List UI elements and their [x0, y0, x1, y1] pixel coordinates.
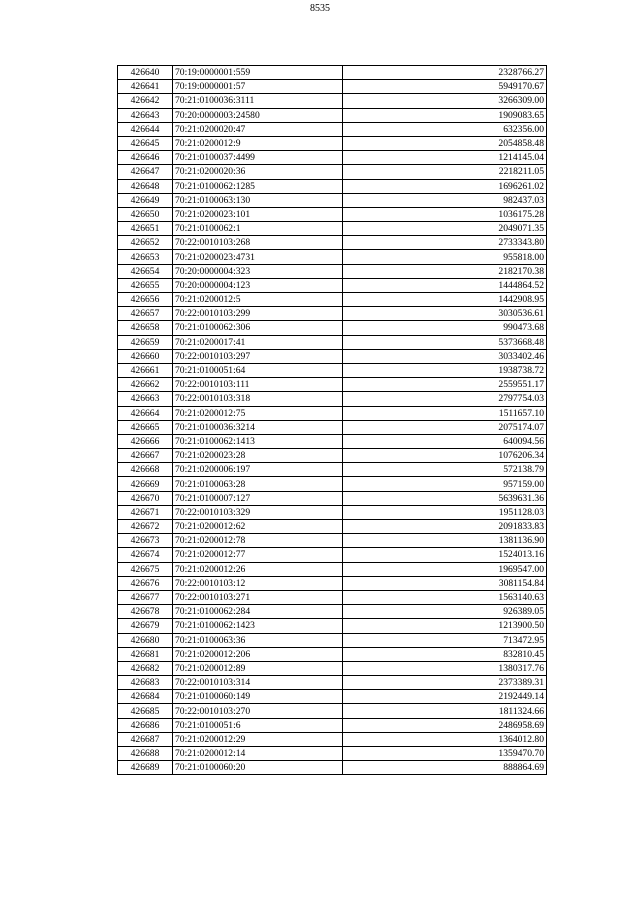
- table-row: [118, 605, 547, 619]
- row-id-cell: 426642: [118, 94, 173, 108]
- cadastral-number-cell: 70:21:0200012:5: [173, 293, 343, 307]
- cadastral-number-cell: 70:21:0200012:75: [173, 406, 343, 420]
- table-row: [118, 420, 547, 434]
- cadastral-value-cell: 1214145.04: [343, 151, 547, 165]
- table-row: [118, 165, 547, 179]
- table-row: [118, 619, 547, 633]
- cadastral-number-cell: 70:21:0100062:1413: [173, 434, 343, 448]
- row-id-cell: 426689: [118, 761, 173, 775]
- row-id-cell: 426682: [118, 661, 173, 675]
- cadastral-value-cell: 955818.00: [343, 250, 547, 264]
- cadastral-number-cell: 70:21:0100063:130: [173, 193, 343, 207]
- row-id-cell: 426686: [118, 718, 173, 732]
- cadastral-value-cell: 572138.79: [343, 463, 547, 477]
- table-row: [118, 80, 547, 94]
- cadastral-value-cell: 5949170.67: [343, 80, 547, 94]
- table-row: [118, 307, 547, 321]
- cadastral-value-cell: 990473.68: [343, 321, 547, 335]
- row-id-cell: 426666: [118, 434, 173, 448]
- cadastral-value-cell: 1811324.66: [343, 704, 547, 718]
- cadastral-value-cell: 2559551.17: [343, 378, 547, 392]
- cadastral-number-cell: 70:21:0100060:20: [173, 761, 343, 775]
- cadastral-value-cell: 2373389.31: [343, 676, 547, 690]
- cadastral-number-cell: 70:21:0200017:41: [173, 335, 343, 349]
- cadastral-value-cell: 926389.05: [343, 605, 547, 619]
- table-row: [118, 647, 547, 661]
- cadastral-number-cell: 70:21:0200012:9: [173, 136, 343, 150]
- table-row: [118, 761, 547, 775]
- table-row: [118, 520, 547, 534]
- cadastral-value-cell: 1696261.02: [343, 179, 547, 193]
- table-row: [118, 222, 547, 236]
- row-id-cell: 426670: [118, 491, 173, 505]
- table-row: [118, 449, 547, 463]
- row-id-cell: 426643: [118, 108, 173, 122]
- cadastral-number-cell: 70:21:0200012:78: [173, 534, 343, 548]
- cadastral-number-cell: 70:22:0010103:297: [173, 349, 343, 363]
- table-row: [118, 690, 547, 704]
- cadastral-value-cell: 1909083.65: [343, 108, 547, 122]
- cadastral-value-cell: 1524013.16: [343, 548, 547, 562]
- table-row: [118, 122, 547, 136]
- cadastral-number-cell: 70:21:0200012:26: [173, 562, 343, 576]
- cadastral-number-cell: 70:21:0100051:6: [173, 718, 343, 732]
- row-id-cell: 426672: [118, 520, 173, 534]
- table-row: [118, 363, 547, 377]
- table-row: [118, 505, 547, 519]
- row-id-cell: 426652: [118, 236, 173, 250]
- row-id-cell: 426676: [118, 576, 173, 590]
- row-id-cell: 426646: [118, 151, 173, 165]
- cadastral-number-cell: 70:21:0100063:28: [173, 477, 343, 491]
- row-id-cell: 426659: [118, 335, 173, 349]
- cadastral-value-cell: 5639631.36: [343, 491, 547, 505]
- row-id-cell: 426655: [118, 278, 173, 292]
- cadastral-number-cell: 70:20:0000004:323: [173, 264, 343, 278]
- cadastral-value-cell: 1364012.80: [343, 732, 547, 746]
- cadastral-value-cell: 5373668.48: [343, 335, 547, 349]
- cadastral-number-cell: 70:21:0100062:1285: [173, 179, 343, 193]
- row-id-cell: 426668: [118, 463, 173, 477]
- cadastral-value-cell: 1213900.50: [343, 619, 547, 633]
- table-row: [118, 576, 547, 590]
- cadastral-value-cell: 1444864.52: [343, 278, 547, 292]
- table-row: [118, 321, 547, 335]
- row-id-cell: 426679: [118, 619, 173, 633]
- row-id-cell: 426641: [118, 80, 173, 94]
- row-id-cell: 426678: [118, 605, 173, 619]
- cadastral-value-cell: 2075174.07: [343, 420, 547, 434]
- cadastral-value-cell: 713472.95: [343, 633, 547, 647]
- table-row: [118, 335, 547, 349]
- row-id-cell: 426657: [118, 307, 173, 321]
- row-id-cell: 426688: [118, 747, 173, 761]
- cadastral-number-cell: 70:22:0010103:268: [173, 236, 343, 250]
- cadastral-number-cell: 70:21:0100036:3111: [173, 94, 343, 108]
- table-row: [118, 661, 547, 675]
- table-row: [118, 676, 547, 690]
- table-row: [118, 491, 547, 505]
- cadastral-number-cell: 70:21:0100060:149: [173, 690, 343, 704]
- cadastral-value-cell: 1969547.00: [343, 562, 547, 576]
- cadastral-value-cell: 957159.00: [343, 477, 547, 491]
- cadastral-number-cell: 70:21:0200012:29: [173, 732, 343, 746]
- row-id-cell: 426662: [118, 378, 173, 392]
- row-id-cell: 426663: [118, 392, 173, 406]
- cadastral-number-cell: 70:22:0010103:314: [173, 676, 343, 690]
- table-row: [118, 463, 547, 477]
- cadastral-value-table: [117, 65, 547, 775]
- row-id-cell: 426681: [118, 647, 173, 661]
- row-id-cell: 426656: [118, 293, 173, 307]
- cadastral-number-cell: 70:22:0010103:299: [173, 307, 343, 321]
- cadastral-value-cell: 640094.56: [343, 434, 547, 448]
- cadastral-value-cell: 832810.45: [343, 647, 547, 661]
- table-row: [118, 732, 547, 746]
- row-id-cell: 426647: [118, 165, 173, 179]
- table-row: [118, 207, 547, 221]
- table-row: [118, 590, 547, 604]
- cadastral-number-cell: 70:20:0000004:123: [173, 278, 343, 292]
- cadastral-number-cell: 70:22:0010103:270: [173, 704, 343, 718]
- cadastral-value-cell: 1511657.10: [343, 406, 547, 420]
- cadastral-value-cell: 982437.03: [343, 193, 547, 207]
- cadastral-value-cell: 1036175.28: [343, 207, 547, 221]
- cadastral-number-cell: 70:22:0010103:329: [173, 505, 343, 519]
- cadastral-value-cell: 2091833.83: [343, 520, 547, 534]
- cadastral-number-cell: 70:21:0200020:47: [173, 122, 343, 136]
- row-id-cell: 426667: [118, 449, 173, 463]
- cadastral-value-cell: 3081154.84: [343, 576, 547, 590]
- table-row: [118, 477, 547, 491]
- cadastral-number-cell: 70:21:0200023:4731: [173, 250, 343, 264]
- cadastral-value-cell: 3266309.00: [343, 94, 547, 108]
- cadastral-number-cell: 70:21:0100036:3214: [173, 420, 343, 434]
- cadastral-number-cell: 70:21:0200012:14: [173, 747, 343, 761]
- cadastral-number-cell: 70:21:0100062:284: [173, 605, 343, 619]
- row-id-cell: 426654: [118, 264, 173, 278]
- cadastral-number-cell: 70:21:0100062:1: [173, 222, 343, 236]
- row-id-cell: 426640: [118, 66, 173, 80]
- table-row: [118, 562, 547, 576]
- row-id-cell: 426664: [118, 406, 173, 420]
- cadastral-number-cell: 70:20:0000003:24580: [173, 108, 343, 122]
- row-id-cell: 426658: [118, 321, 173, 335]
- cadastral-number-cell: 70:21:0200012:89: [173, 661, 343, 675]
- table-row: [118, 108, 547, 122]
- table-body: [118, 66, 547, 775]
- row-id-cell: 426648: [118, 179, 173, 193]
- cadastral-number-cell: 70:21:0100037:4499: [173, 151, 343, 165]
- table-row: [118, 193, 547, 207]
- cadastral-number-cell: 70:22:0010103:12: [173, 576, 343, 590]
- row-id-cell: 426665: [118, 420, 173, 434]
- cadastral-value-cell: 3033402.46: [343, 349, 547, 363]
- cadastral-value-cell: 3030536.61: [343, 307, 547, 321]
- cadastral-number-cell: 70:19:0000001:559: [173, 66, 343, 80]
- table-row: [118, 378, 547, 392]
- table-row: [118, 747, 547, 761]
- row-id-cell: 426651: [118, 222, 173, 236]
- row-id-cell: 426677: [118, 590, 173, 604]
- cadastral-number-cell: 70:21:0200012:62: [173, 520, 343, 534]
- table-row: [118, 633, 547, 647]
- cadastral-value-cell: 2486958.69: [343, 718, 547, 732]
- cadastral-number-cell: 70:22:0010103:318: [173, 392, 343, 406]
- cadastral-number-cell: 70:21:0100062:306: [173, 321, 343, 335]
- cadastral-value-cell: 1380317.76: [343, 661, 547, 675]
- row-id-cell: 426653: [118, 250, 173, 264]
- table-row: [118, 264, 547, 278]
- cadastral-number-cell: 70:21:0200006:197: [173, 463, 343, 477]
- cadastral-number-cell: 70:21:0200012:206: [173, 647, 343, 661]
- cadastral-value-cell: 2328766.27: [343, 66, 547, 80]
- cadastral-number-cell: 70:19:0000001:57: [173, 80, 343, 94]
- cadastral-value-cell: 888864.69: [343, 761, 547, 775]
- table-row: [118, 349, 547, 363]
- table-row: [118, 718, 547, 732]
- row-id-cell: 426687: [118, 732, 173, 746]
- row-id-cell: 426650: [118, 207, 173, 221]
- cadastral-number-cell: 70:21:0200012:77: [173, 548, 343, 562]
- cadastral-value-cell: 1442908.95: [343, 293, 547, 307]
- table-row: [118, 136, 547, 150]
- table-row: [118, 151, 547, 165]
- cadastral-value-cell: 632356.00: [343, 122, 547, 136]
- cadastral-number-cell: 70:21:0200020:36: [173, 165, 343, 179]
- cadastral-number-cell: 70:21:0100063:36: [173, 633, 343, 647]
- row-id-cell: 426673: [118, 534, 173, 548]
- table-row: [118, 236, 547, 250]
- table-row: [118, 179, 547, 193]
- cadastral-value-cell: 1381136.90: [343, 534, 547, 548]
- cadastral-value-cell: 2192449.14: [343, 690, 547, 704]
- cadastral-value-cell: 1938738.72: [343, 363, 547, 377]
- table-row: [118, 534, 547, 548]
- cadastral-number-cell: 70:21:0100062:1423: [173, 619, 343, 633]
- cadastral-value-cell: 2054858.48: [343, 136, 547, 150]
- row-id-cell: 426671: [118, 505, 173, 519]
- cadastral-value-cell: 2182170.38: [343, 264, 547, 278]
- cadastral-number-cell: 70:22:0010103:271: [173, 590, 343, 604]
- row-id-cell: 426669: [118, 477, 173, 491]
- table-row: [118, 293, 547, 307]
- row-id-cell: 426660: [118, 349, 173, 363]
- table-row: [118, 94, 547, 108]
- table-row: [118, 250, 547, 264]
- table-row: [118, 548, 547, 562]
- cadastral-value-cell: 1563140.63: [343, 590, 547, 604]
- row-id-cell: 426675: [118, 562, 173, 576]
- cadastral-value-cell: 2049071.35: [343, 222, 547, 236]
- cadastral-value-cell: 1951128.03: [343, 505, 547, 519]
- row-id-cell: 426684: [118, 690, 173, 704]
- table-row: [118, 392, 547, 406]
- row-id-cell: 426649: [118, 193, 173, 207]
- row-id-cell: 426685: [118, 704, 173, 718]
- cadastral-value-cell: 2797754.03: [343, 392, 547, 406]
- cadastral-number-cell: 70:21:0200023:101: [173, 207, 343, 221]
- row-id-cell: 426683: [118, 676, 173, 690]
- table-row: [118, 66, 547, 80]
- table-row: [118, 406, 547, 420]
- cadastral-value-cell: 2218211.05: [343, 165, 547, 179]
- cadastral-value-cell: 1359470.70: [343, 747, 547, 761]
- cadastral-number-cell: 70:21:0200023:28: [173, 449, 343, 463]
- cadastral-value-cell: 2733343.80: [343, 236, 547, 250]
- cadastral-number-cell: 70:21:0100007:127: [173, 491, 343, 505]
- cadastral-number-cell: 70:21:0100051:64: [173, 363, 343, 377]
- cadastral-number-cell: 70:22:0010103:111: [173, 378, 343, 392]
- table-row: [118, 704, 547, 718]
- cadastral-value-cell: 1076206.34: [343, 449, 547, 463]
- row-id-cell: 426645: [118, 136, 173, 150]
- table-row: [118, 278, 547, 292]
- table-row: [118, 434, 547, 448]
- row-id-cell: 426680: [118, 633, 173, 647]
- row-id-cell: 426661: [118, 363, 173, 377]
- page-number: 8535: [310, 3, 330, 14]
- row-id-cell: 426674: [118, 548, 173, 562]
- row-id-cell: 426644: [118, 122, 173, 136]
